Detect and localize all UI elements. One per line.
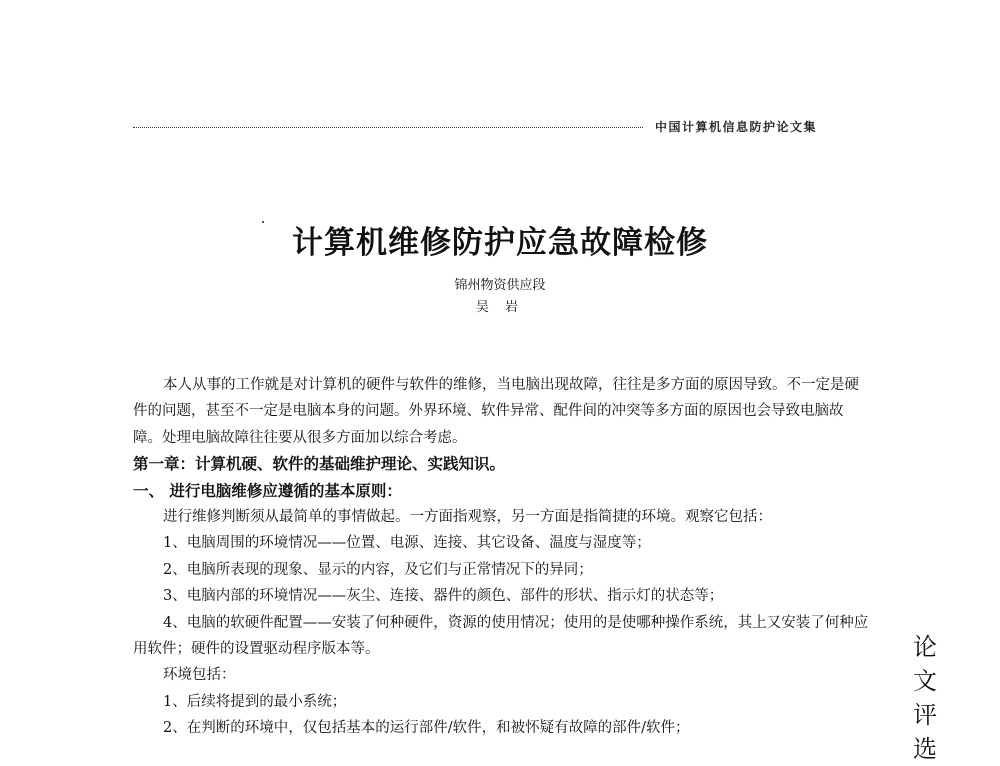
observe-paragraph: 进行维修判断须从最简单的事情做起。一方面指观察，另一方面是指简捷的环境。观察它包括： xyxy=(163,509,772,526)
list-item: 1、电脑周围的环境情况——位置、电源、连接、其它设备、温度与湿度等； xyxy=(163,535,651,552)
chapter-heading: 第一章：计算机硬、软件的基础维护理论、实践知识。 xyxy=(133,454,506,474)
header-dotted-rule xyxy=(133,127,643,128)
section-heading: 一、 进行电脑维修应遵循的基本原则： xyxy=(133,480,402,500)
running-header: 中国计算机信息防护论文集 xyxy=(655,120,818,134)
article-body xyxy=(133,372,870,742)
author-name: 吴 岩 xyxy=(475,300,525,315)
list-item: 1、后续将提到的最小系统； xyxy=(163,693,347,710)
list-item: 4、电脑的软硬件配置——安装了何种硬件，资源的使用情况；使用的是使哪种操作系统，其上又安装了何种应用软件；硬件的设置驱动程序版本等。 xyxy=(133,614,869,658)
intro-paragraph: 本人从事的工作就是对计算机的硬件与软件的维修，当电脑出现故障，往往是多方面的原因导致。不一定是硬件的问题，甚至不一定是电脑本身的问题。外界环境、软件异常、配件间的冲突等多方面的原因也会导致电脑故障。处理电脑故障往往要从很多方面加以综合考虑。 xyxy=(133,377,859,446)
list-item: 2、在判断的环境中，仅包括基本的运行部件/软件，和被怀疑有故障的部件/软件； xyxy=(163,720,690,737)
side-label-char: 文 xyxy=(913,667,937,695)
article-title: 计算机维修防护应急故障检修 xyxy=(292,225,708,261)
environment-heading: 环境包括： xyxy=(163,667,236,684)
author-affiliation: 锦州物资供应段 xyxy=(454,278,546,293)
list-item: 2、电脑所表现的现象、显示的内容，及它们与正常情况下的异同； xyxy=(163,561,593,578)
list-item: 3、电脑内部的环境情况——灰尘、连接、器件的颜色、部件的形状、指示灯的状态等； xyxy=(163,588,724,605)
side-label-char: 论 xyxy=(913,633,937,661)
side-label-char: 选 xyxy=(913,735,937,763)
side-section-label xyxy=(905,630,945,766)
side-label-char: 评 xyxy=(913,701,937,729)
